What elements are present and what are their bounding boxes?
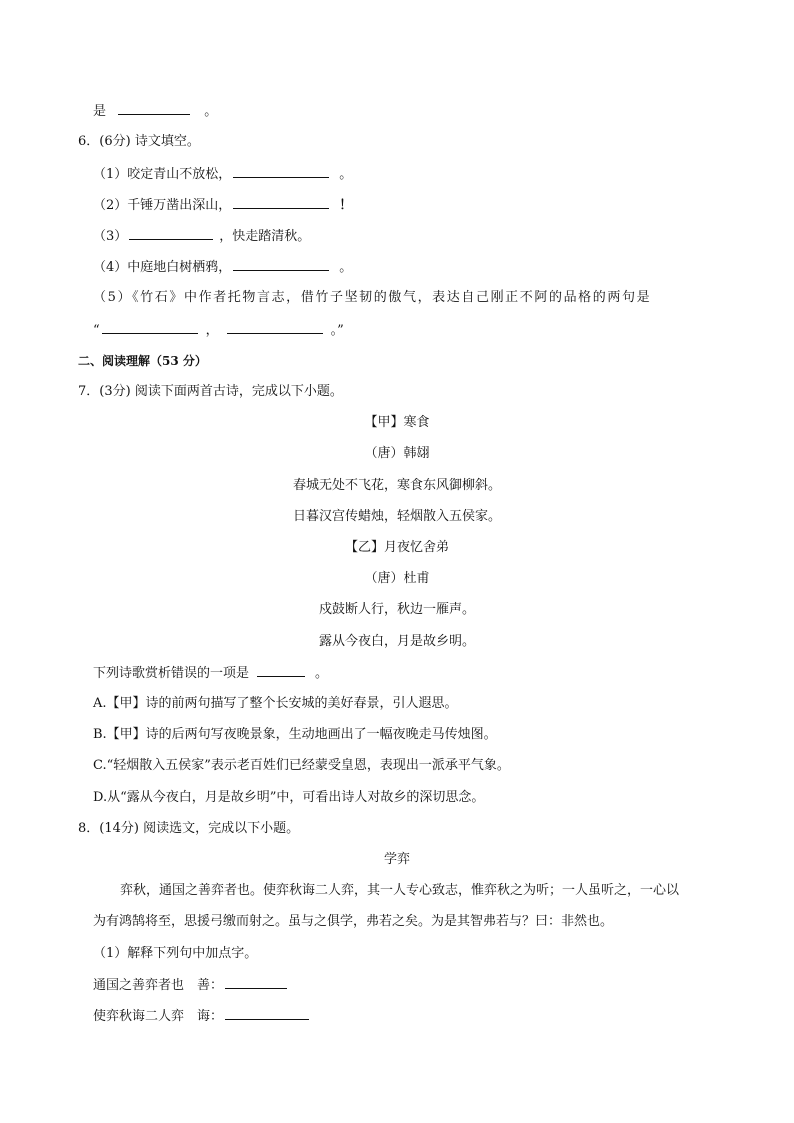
item-text: （2）千锤万凿出深山， [93, 198, 232, 213]
word-prompt: 使弈秋诲二人弈 诲： [93, 1009, 224, 1024]
item-text: （3） [93, 229, 128, 244]
passage-line-1: 弈秋，通国之善弈者也。使弈秋诲二人弈，其一人专心致志，惟弈秋之为听；一人虽听之，一心以 [120, 883, 680, 898]
q8-header: 8．(14分) 阅读选文，完成以下小题。 [78, 821, 300, 836]
passage-line-2: 为有鸿鹄将至，思援弓缴而射之。虽与之俱学，弗若之矣。为是其智弗若与？曰：非然也。 [93, 914, 614, 929]
q8-word-1 [93, 976, 289, 995]
poem1-line-2: 日暮汉宫传蜡烛，轻烟散入五侯家。 [292, 509, 501, 524]
item-text: （4）中庭地白树栖鸦， [93, 260, 232, 275]
comma: ， [205, 323, 219, 338]
q7-header: 7．(3分) 阅读下面两首古诗，完成以下小题。 [78, 384, 343, 399]
poem2-author: （唐）杜甫 [364, 571, 430, 586]
poem2-line-1: 戍鼓断人行，秋边一雁声。 [318, 602, 475, 617]
question-text: 下列诗歌赏析错误的一项是 [93, 666, 250, 681]
q6-item-3 [93, 227, 310, 246]
quote-close: 。” [330, 323, 344, 338]
q6-item-4 [93, 258, 352, 277]
word-prompt: 通国之善弈者也 善： [93, 978, 224, 993]
question-punct: 。 [315, 666, 329, 681]
poem2-line-2: 露从今夜白，月是故乡明。 [318, 634, 475, 649]
q6-item-2 [93, 196, 352, 215]
q7-question [93, 664, 328, 683]
item-text: ，快走踏清秋。 [219, 229, 311, 244]
poem2-title: 【乙】月夜忆舍弟 [344, 540, 449, 555]
q6-item-5-line1: （5）《竹石》中作者托物言志，借竹子坚韧的傲气，表达自己刚正不阿的品格的两句是 [93, 290, 652, 305]
item-punct: 。 [339, 167, 353, 182]
q6-header: 6．(6分) 诗文填空。 [78, 134, 200, 149]
quote-open: “ [93, 323, 100, 338]
answer-blank[interactable] [233, 165, 329, 178]
answer-blank[interactable] [257, 664, 305, 677]
answer-blank[interactable] [225, 1007, 309, 1020]
answer-blank[interactable] [102, 321, 198, 334]
answer-blank[interactable] [233, 258, 329, 271]
poem1-line-1: 春城无处不飞花，寒食东风御柳斜。 [292, 478, 501, 493]
passage-title: 学弈 [383, 852, 410, 867]
item-text: （1）咬定青山不放松， [93, 167, 232, 182]
answer-blank[interactable] [227, 321, 323, 334]
item-punct: 。 [339, 260, 353, 275]
q5-suffix: 。 [204, 104, 218, 119]
answer-blank[interactable] [129, 227, 213, 240]
answer-blank[interactable] [118, 102, 190, 115]
answer-blank[interactable] [233, 196, 329, 209]
q7-option-c[interactable]: C.“轻烟散入五侯家”表示老百姓们已经蒙受皇恩，表现出一派承平气象。 [93, 758, 510, 773]
q8-word-2 [93, 1007, 311, 1026]
q8-sub-1: （1）解释下列句中加点字。 [93, 946, 258, 961]
q6-item-1 [93, 165, 352, 184]
q7-option-b[interactable]: B.【甲】诗的后两句写夜晚景象，生动地画出了一幅夜晚走马传烛图。 [93, 727, 497, 742]
q7-option-a[interactable]: A.【甲】诗的前两句描写了整个长安城的美好春景，引人遐思。 [93, 696, 458, 711]
q5-prefix: 是 [93, 104, 107, 119]
poem1-title: 【甲】寒食 [364, 415, 430, 430]
q6-item-5-line2 [93, 321, 344, 340]
q7-option-d[interactable]: D.从“露从今夜白，月是故乡明”中，可看出诗人对故乡的深切思念。 [93, 790, 485, 805]
answer-blank[interactable] [225, 976, 287, 989]
poem1-author: （唐）韩翃 [364, 446, 430, 461]
q5-tail-line [93, 102, 217, 121]
section-2-title: 二、阅读理解（53 分） [78, 354, 207, 368]
item-punct: ！ [339, 198, 353, 213]
